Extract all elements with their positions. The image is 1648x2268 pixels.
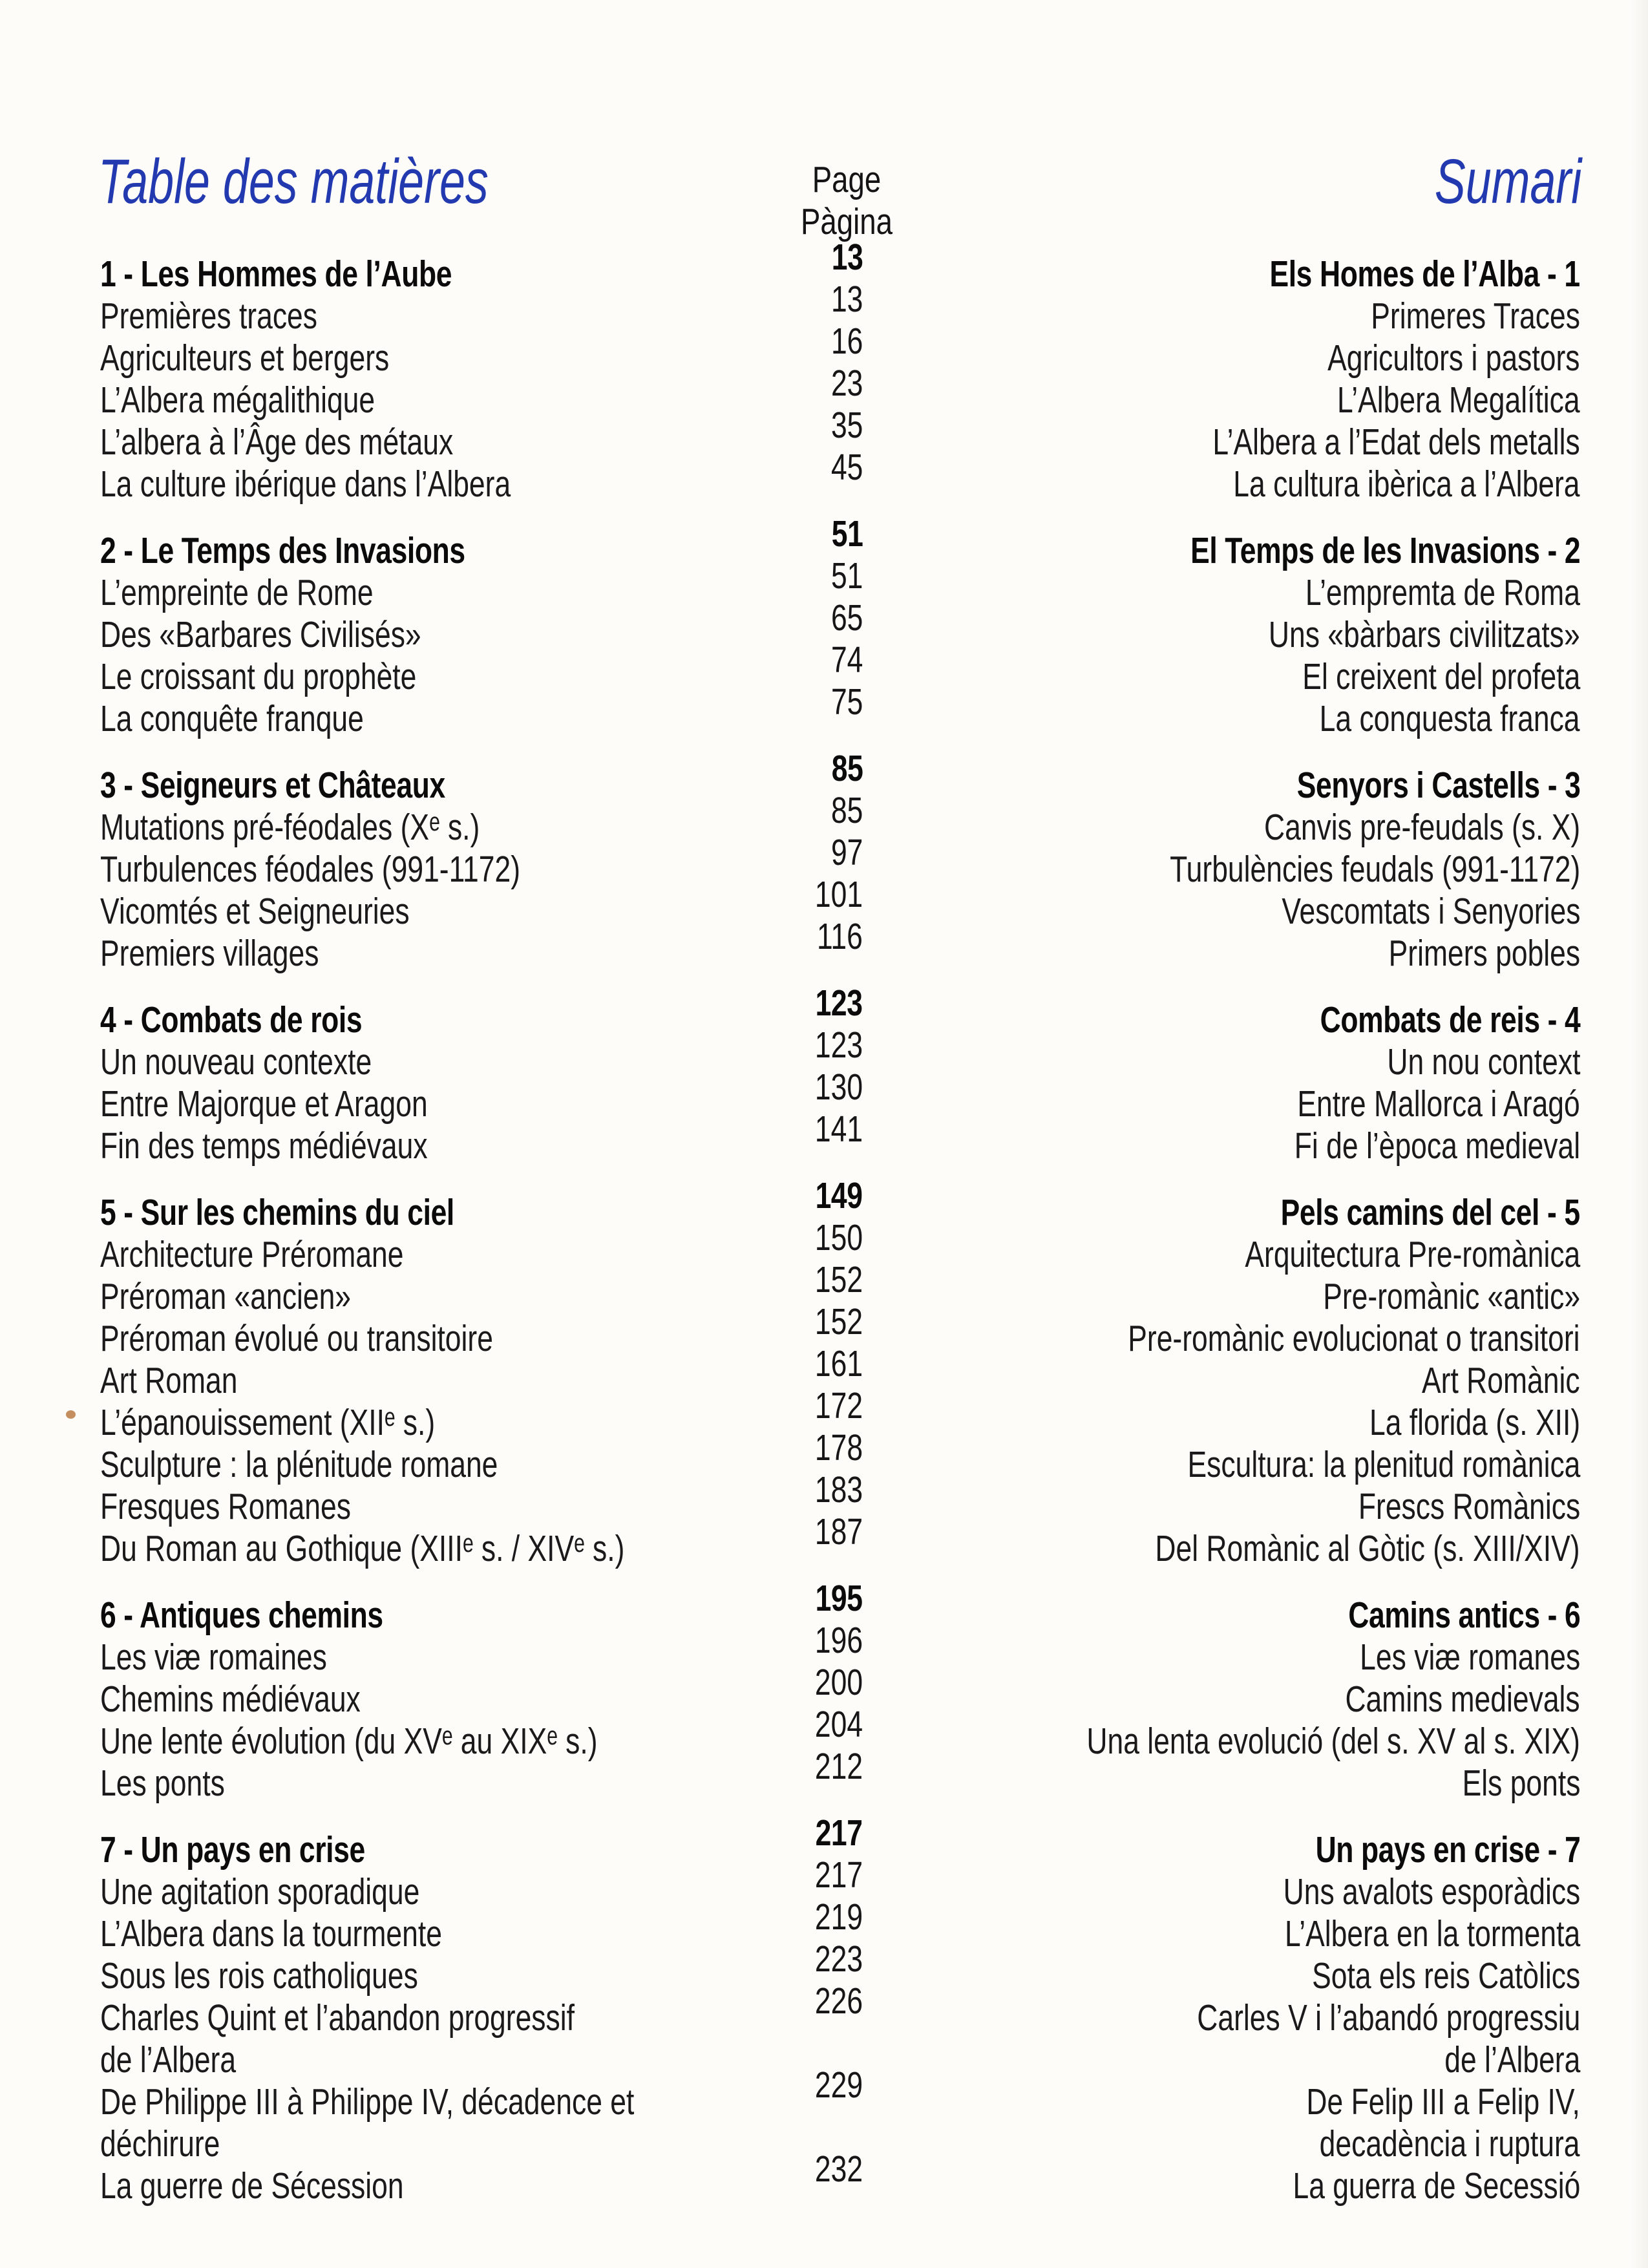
toc-entry-catalan: Uns avalots esporàdics [1283,1871,1580,1913]
page-number: 219 [814,1896,863,1938]
page-number: 149 [815,1175,863,1216]
toc-section [0,1175,1648,1570]
page-title-catalan: Sumari [1434,146,1581,217]
toc-section [0,982,1648,1167]
toc-entry-catalan: Canvis pre-feudals (s. X) [1263,807,1580,848]
toc-entry-catalan: De Felip III a Felip IV, [1306,2081,1580,2123]
page-number: 161 [814,1343,863,1384]
toc-entry-french: 1 - Les Hommes de l’Aube [100,253,452,295]
page-number: 152 [814,1301,863,1342]
page-number: 85 [831,748,863,789]
page-number: 200 [814,1662,863,1703]
toc-entry-french: Une agitation sporadique [100,1871,420,1913]
page-title-french: Table des matières [98,146,489,217]
toc-entry-french: Le croissant du prophète [100,656,417,697]
toc-entry-french: La guerre de Sécession [100,2165,404,2207]
toc-entry-catalan: Les viæ romanes [1359,1637,1580,1678]
toc-entry-french: Turbulences féodales (991-1172) [100,849,521,890]
toc-entry-french: L’Albera dans la tourmente [100,1913,442,1955]
toc-entry-french: Premières traces [100,295,318,337]
toc-entry-french: Architecture Préromane [100,1234,404,1275]
toc-row [0,916,1648,975]
page-number: 204 [814,1704,863,1745]
toc-row [0,2064,1648,2123]
toc-entry-catalan: Art Romànic [1422,1360,1580,1401]
page-number: 75 [830,681,863,723]
toc-row [0,405,1648,463]
page-number: 212 [814,1746,863,1787]
page-number: 51 [830,555,863,597]
toc-entry-catalan: Un nou context [1386,1041,1580,1083]
toc-entry-french: Fin des temps médiévaux [100,1125,428,1167]
page-number: 187 [814,1511,863,1553]
page-number: 229 [814,2064,863,2106]
toc-row [0,597,1648,656]
toc-entry-catalan: L’Albera a l’Edat dels metalls [1212,421,1580,463]
toc-entry-french: Préroman évolué ou transitoire [100,1318,493,1359]
toc-row [0,1108,1648,1167]
toc-section [0,513,1648,740]
page-column-header [717,159,976,243]
toc-entry-french: Les viæ romaines [100,1637,327,1678]
page-number: 223 [814,1938,863,1980]
toc-row [0,1511,1648,1570]
toc-entry-catalan: Pre-romànic evolucionat o transitori [1128,1318,1580,1359]
toc-section [0,1812,1648,2207]
toc-entry-catalan: L’empremta de Roma [1305,572,1580,613]
toc-entry-french: 4 - Combats de rois [100,999,363,1041]
toc-entry-catalan: Uns «bàrbars civilitzats» [1269,614,1580,655]
page-number: 74 [830,639,863,681]
page-number: 130 [814,1066,863,1108]
toc-entry-french: De Philippe III à Philippe IV, décadence et [100,2081,635,2123]
page-number: 217 [814,1854,863,1896]
toc-entry-french: 2 - Le Temps des Invasions [100,530,465,571]
toc-entry-french: Agriculteurs et bergers [100,337,390,379]
page-number: 195 [815,1578,863,1619]
toc-entry-catalan: Frescs Romànics [1358,1486,1580,1527]
page-number: 226 [814,1980,863,2022]
toc-entry-catalan: Escultura: la plenitud romànica [1187,1444,1580,1485]
toc-entry-french: Vicomtés et Seigneuries [100,891,410,932]
toc-entry-catalan: Combats de reis - 4 [1320,999,1580,1041]
toc-entry-catalan: Primers pobles [1388,933,1580,974]
toc-entry-catalan: Vescomtats i Senyories [1281,891,1580,932]
toc-entry-catalan: decadència i ruptura [1320,2123,1580,2165]
toc-entry-catalan: de l’Albera [1444,2039,1580,2081]
page-number: 65 [830,597,863,639]
toc-entry-catalan: Del Romànic al Gòtic (s. XIII/XIV) [1155,1528,1580,1569]
toc-entry-french: de l’Albera [100,2039,237,2081]
toc-entry-french: Art Roman [100,1360,238,1401]
page-number: 178 [814,1427,863,1468]
page-number: 97 [830,832,863,873]
toc-row [0,1746,1648,1805]
toc-entry-french: L’Albera mégalithique [100,379,375,421]
page-number: 150 [814,1217,863,1258]
toc-entry-french: Entre Majorque et Aragon [100,1083,428,1125]
toc-entry-french: L’albera à l’Âge des métaux [100,421,454,463]
toc-entry-catalan: Agricultors i pastors [1327,337,1580,379]
toc-row [0,279,1648,337]
page-number: 232 [814,2148,863,2190]
page-number: 183 [814,1469,863,1510]
page-number: 152 [814,1259,863,1300]
page-number: 35 [830,405,863,446]
toc-section [0,237,1648,505]
toc-entry-french: Du Roman au Gothique (XIIIᵉ s. / XIVᵉ s.) [100,1528,625,1569]
toc-entry-french: 7 - Un pays en crise [100,1829,365,1871]
page-number: 123 [815,982,863,1024]
toc-row [0,555,1648,614]
scan-speck [66,1410,76,1419]
toc-entry-french: Une lente évolution (du XVᵉ au XIXᵉ s.) [100,1721,598,1762]
toc-row [0,2148,1648,2207]
toc-entry-catalan: L’Albera en la tormenta [1284,1913,1580,1955]
toc-row [0,790,1648,849]
toc-row [0,363,1648,421]
toc-entry-french: Charles Quint et l’abandon progressif [100,1997,575,2039]
toc-entry-catalan: Pels camins del cel - 5 [1280,1192,1580,1233]
toc-row [0,1980,1648,2039]
toc-entry-french: Préroman «ancien» [100,1276,352,1317]
toc-entry-french: Fresques Romanes [100,1486,351,1527]
toc-entry-catalan: L’Albera Megalítica [1337,379,1580,421]
toc-entry-french: L’empreinte de Rome [100,572,374,613]
toc-entry-catalan: Els ponts [1462,1763,1580,1804]
page-number: 13 [831,237,863,278]
toc-entry-catalan: La cultura ibèrica a l’Albera [1233,463,1580,505]
toc-entry-french: L’épanouissement (XIIᵉ s.) [100,1402,436,1443]
toc-entry-french: Les ponts [100,1763,225,1804]
toc-section [0,1578,1648,1805]
toc-entry-french: Chemins médiévaux [100,1679,361,1720]
toc-entry-catalan: Un pays en crise - 7 [1315,1829,1580,1871]
toc-heading-row [0,748,1648,807]
page-number: 16 [830,321,863,362]
page-number: 51 [831,513,863,555]
toc-row [0,447,1648,505]
toc-entry-french: 6 - Antiques chemins [100,1595,383,1636]
toc-entry-catalan: Una lenta evolució (del s. XV al s. XIX) [1086,1721,1580,1762]
page-number: 23 [830,363,863,404]
page-number: 116 [817,916,863,957]
page-number: 123 [814,1024,863,1066]
toc-entry-french: Sous les rois catholiques [100,1955,418,1997]
toc-entry-catalan: Camins medievals [1345,1679,1580,1720]
toc-entry-catalan: El creixent del profeta [1302,656,1580,697]
toc-entry-catalan: Primeres Traces [1371,295,1580,337]
toc-entry-catalan: La conquesta franca [1320,698,1580,739]
toc-entry-french: La conquête franque [100,698,364,739]
toc-entry-catalan: Els Homes de l’Alba - 1 [1269,253,1580,295]
toc-entry-catalan: Sota els reis Catòlics [1311,1955,1580,1997]
toc-entry-french: 3 - Seigneurs et Châteaux [100,765,445,806]
toc-entry-catalan: Fi de l’època medieval [1294,1125,1580,1167]
page-number: 13 [830,279,863,320]
toc-entry-catalan: Camins antics - 6 [1347,1595,1580,1636]
toc-entry-french: La culture ibérique dans l’Albera [100,463,511,505]
toc-entry-catalan: Turbulències feudals (991-1172) [1169,849,1580,890]
page-number: 141 [814,1108,863,1150]
page-number: 101 [814,874,863,915]
toc-entry-french: déchirure [100,2123,220,2165]
toc-entry-catalan: Pre-romànic «antic» [1323,1276,1580,1317]
page-number: 196 [814,1620,863,1661]
page-number: 172 [814,1385,863,1426]
toc-heading-row [0,237,1648,295]
toc-entry-catalan: Senyors i Castells - 3 [1296,765,1580,806]
toc-entry-french: Un nouveau contexte [100,1041,372,1083]
toc-entry-catalan: Entre Mallorca i Aragó [1297,1083,1580,1125]
toc-entry-catalan: La florida (s. XII) [1369,1402,1580,1443]
toc-entry-french: Premiers villages [100,933,319,974]
page-column-label-ca: Pàgina [801,201,893,242]
page-column-label-fr: Page [812,159,882,200]
toc-entry-catalan: El Temps de les Invasions - 2 [1190,530,1580,571]
toc-row [0,639,1648,698]
toc-sections [0,237,1648,2207]
toc-row [0,681,1648,740]
toc-heading-row [0,513,1648,572]
page-number: 217 [815,1812,863,1854]
toc-entry-french: Sculpture : la plénitude romane [100,1444,498,1485]
page-number: 85 [830,790,863,831]
toc-entry-catalan: Arquitectura Pre-romànica [1245,1234,1580,1275]
toc-section [0,748,1648,975]
toc-entry-french: 5 - Sur les chemins du ciel [100,1192,454,1233]
toc-entry-french: Mutations pré-féodales (Xᵉ s.) [100,807,480,848]
page-number: 45 [830,447,863,488]
toc-entry-french: Des «Barbares Civilisés» [100,614,421,655]
toc-row [0,321,1648,379]
toc-entry-catalan: Carles V i l’abandó progressiu [1196,1997,1580,2039]
toc-entry-catalan: La guerra de Secessió [1293,2165,1580,2207]
